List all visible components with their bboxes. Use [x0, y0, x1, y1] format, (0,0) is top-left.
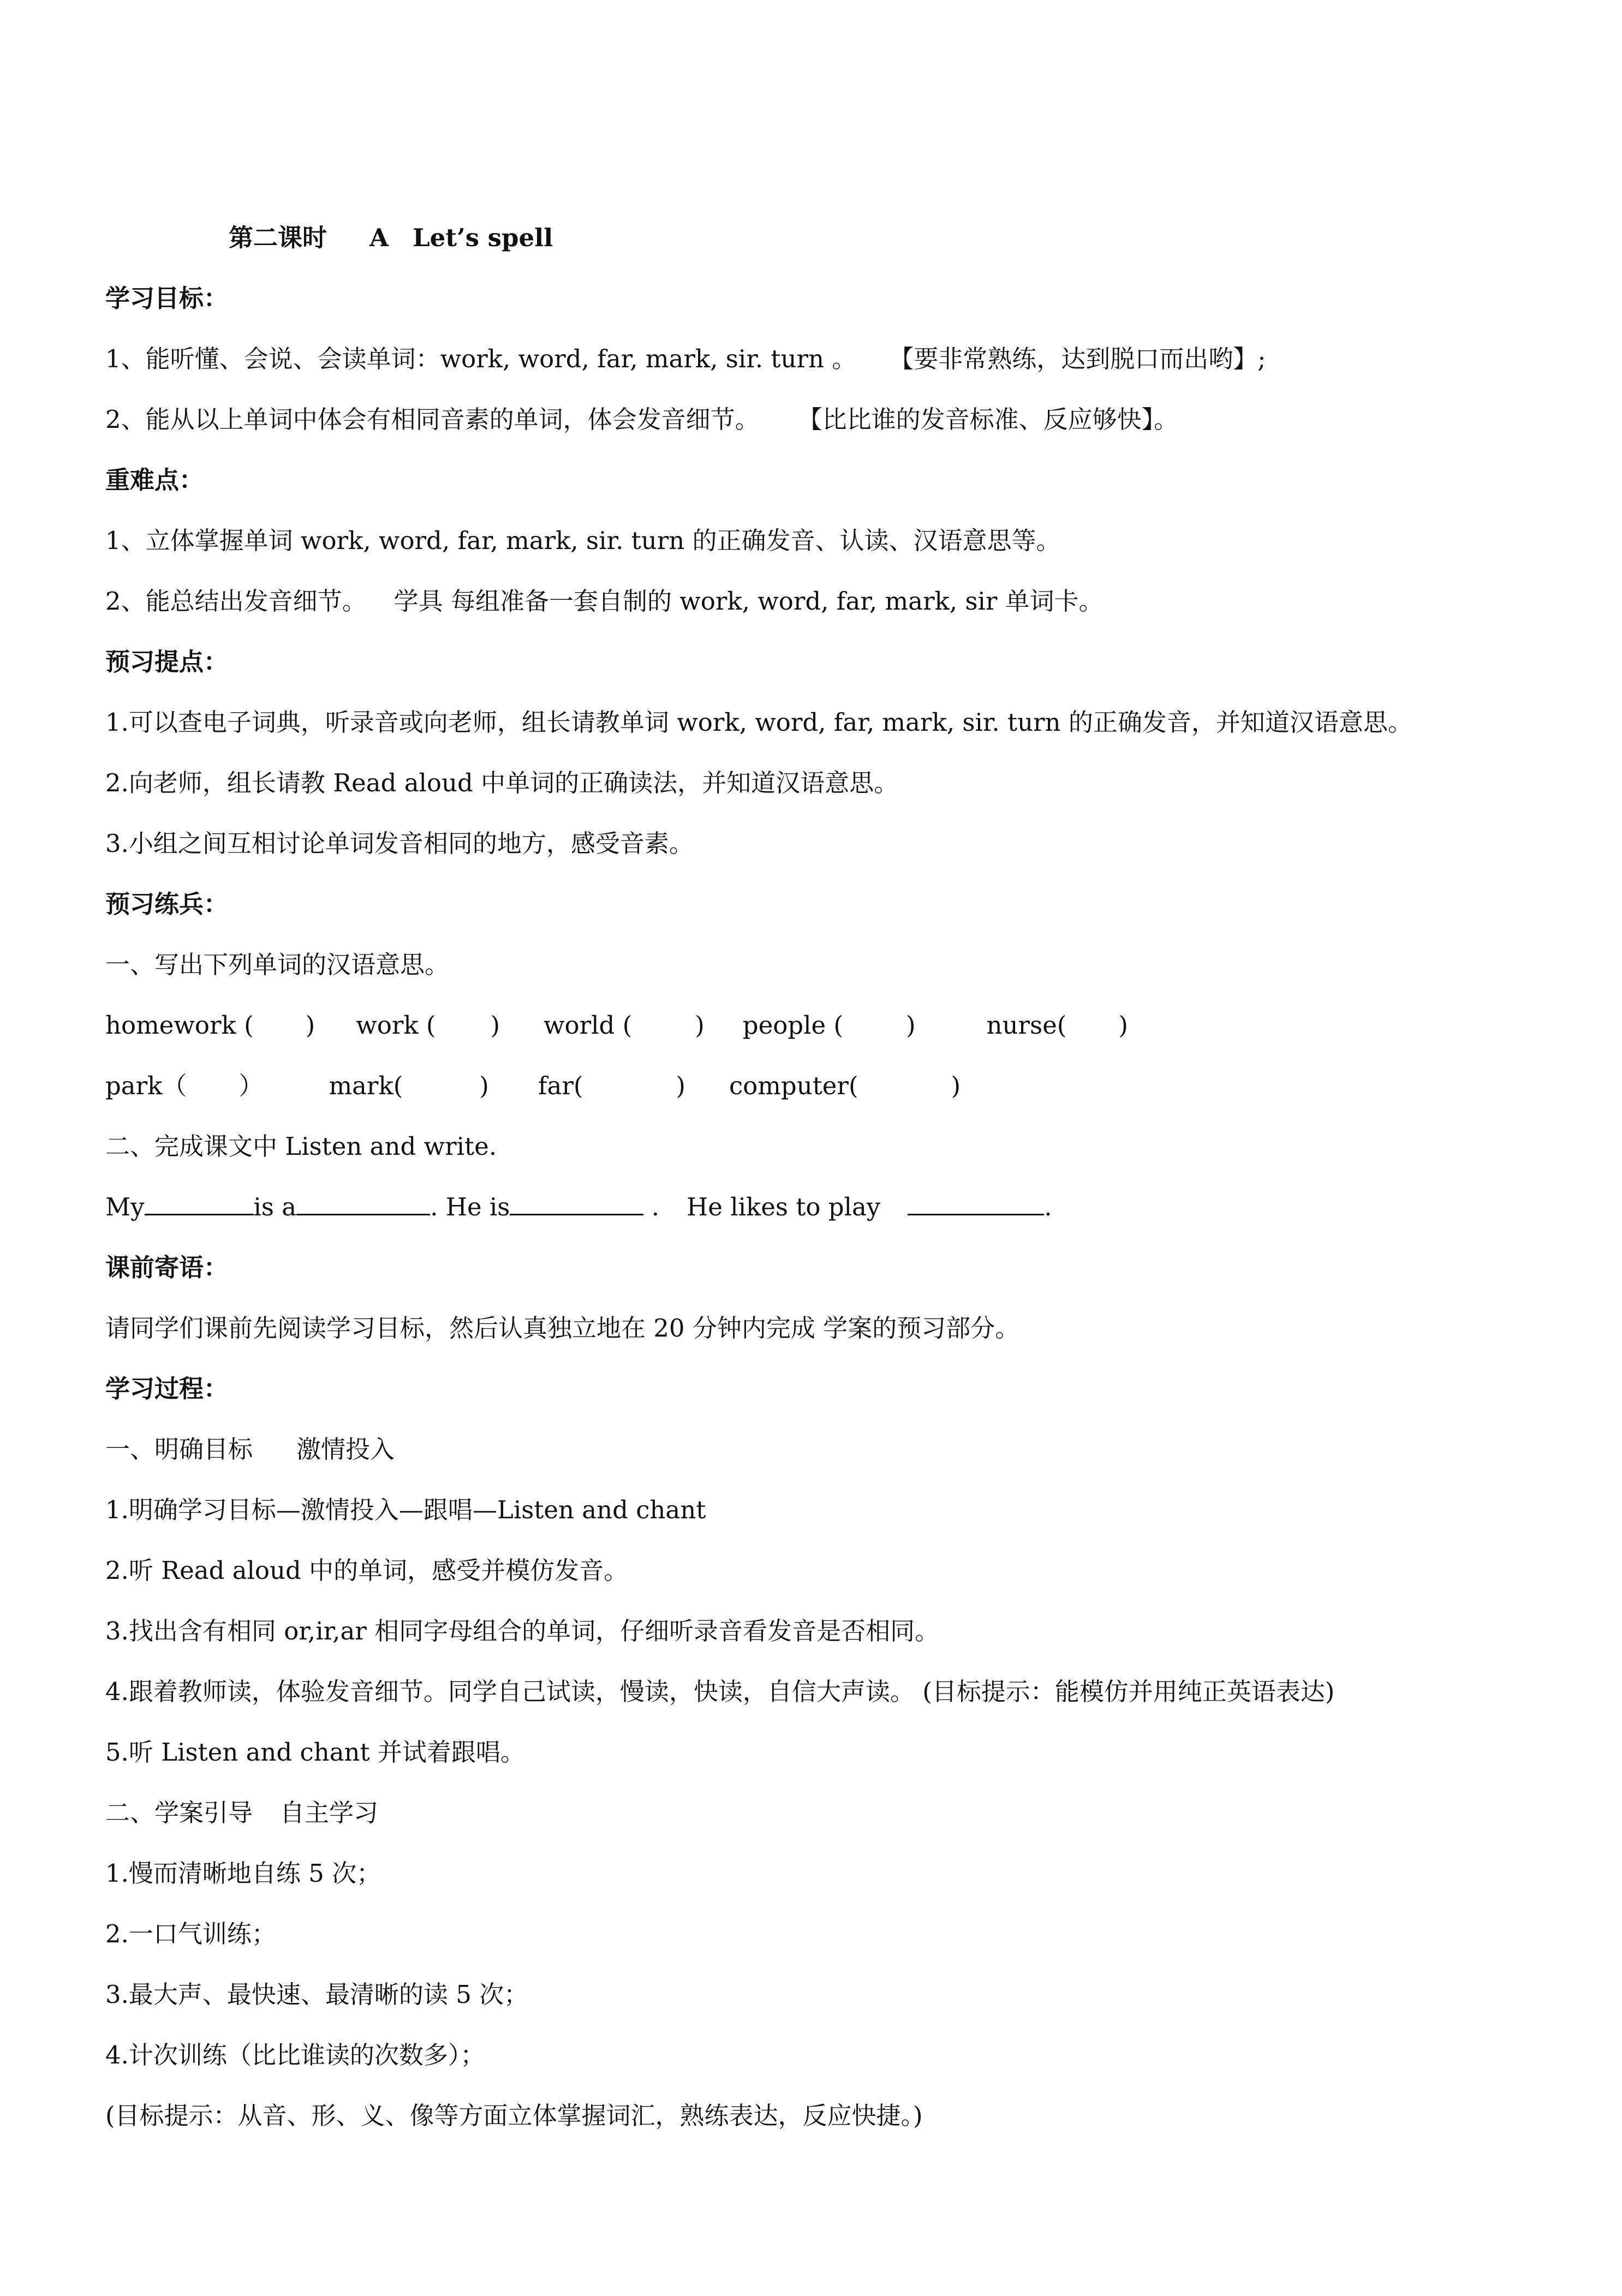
vocab-far-close: )	[676, 1071, 685, 1100]
process-step-1-3: 3.找出含有相同 or,ir,ar 相同字母组合的单词，仔细听录音看发音是否相同。	[105, 1617, 940, 1645]
vocab-nurse-close: )	[1118, 1011, 1128, 1040]
section2-subtitle: 自主学习	[280, 1798, 379, 1827]
vocab-park-close: ）	[238, 1071, 264, 1100]
goal-text-2: 2、能从以上单词中体会有相同音素的单词，体会发音细节。	[105, 405, 760, 434]
fill-blank-4[interactable]	[908, 1192, 1044, 1215]
goal-item-1	[105, 329, 1535, 389]
key-point-1: 1、立体掌握单词 work, word, far, mark, sir. turn 的正确发音、认读、汉语意思等。	[105, 526, 1061, 555]
title-topic: Let’s spell	[412, 223, 553, 252]
pre-class-text: 请同学们课前先阅读学习目标，然后认真独立地在 20 分钟内完成 学案的预习部分。	[105, 1314, 1020, 1343]
vocab-computer-open: computer(	[729, 1071, 858, 1100]
key-points-heading: 重难点：	[105, 466, 204, 494]
practice-part1-title: 一、写出下列单词的汉语意思。	[105, 950, 450, 979]
vocab-mark-open: mark(	[329, 1071, 403, 1100]
preview-tip-1: 1.可以查电子词典，听录音或向老师，组长请教单词 work, word, far, mark, sir. turn 的正确发音，并知道汉语意思。	[105, 708, 1412, 737]
vocab-park-open: park（	[105, 1071, 187, 1100]
goal-note-2: 【比比谁的发音标准、反应够快】。	[797, 405, 1179, 434]
key-point-2	[105, 571, 1535, 631]
fill-blank-2[interactable]	[296, 1192, 430, 1215]
section1-subtitle: 激情投入	[296, 1435, 395, 1464]
preview-tip-2: 2.向老师，组长请教 Read aloud 中单词的正确读法，并知道汉语意思。	[105, 768, 899, 797]
vocab-mark-close: )	[479, 1071, 489, 1100]
process-section1-title	[105, 1419, 1535, 1480]
pre-class-heading: 课前寄语：	[105, 1253, 229, 1282]
preview-practice-heading: 预习练兵：	[105, 890, 229, 919]
vocab-work-open: work (	[356, 1011, 436, 1040]
goals-heading: 学习目标：	[105, 284, 229, 313]
fill-text-period: .	[643, 1192, 660, 1221]
listen-write-fill	[105, 1177, 1535, 1237]
vocab-people-open: people (	[742, 1011, 843, 1040]
vocab-row-1	[105, 995, 1535, 1055]
process-step-1-2: 2.听 Read aloud 中的单词，感受并模仿发音。	[105, 1556, 629, 1585]
fill-blank-3[interactable]	[510, 1192, 643, 1215]
vocab-nurse-open: nurse(	[986, 1011, 1067, 1040]
title-lesson: 第二课时	[229, 223, 327, 252]
vocab-homework-open: homework (	[105, 1011, 254, 1040]
vocab-homework-close: )	[305, 1011, 315, 1040]
fill-text-is-a: is a	[253, 1192, 297, 1221]
preview-tip-3: 3.小组之间互相讨论单词发音相同的地方，感受音素。	[105, 829, 694, 858]
document-content	[105, 207, 1535, 2146]
vocab-people-close: )	[905, 1011, 916, 1040]
practice-part2-title: 二、完成课文中 Listen and write.	[105, 1132, 497, 1161]
process-heading: 学习过程：	[105, 1374, 229, 1403]
process-section2-title	[105, 1782, 1535, 1843]
title-part: A	[369, 223, 389, 252]
fill-blank-1[interactable]	[145, 1192, 254, 1215]
fill-text-likes: He likes to play	[687, 1192, 881, 1221]
process-step-1-5: 5.听 Listen and chant 并试着跟唱。	[105, 1738, 525, 1767]
fill-text-he-is: . He is	[430, 1192, 510, 1221]
process-step-1-4: 4.跟着教师读，体验发音细节。同学自己试读，慢读，快读，自信大声读。 (目标提示：能模仿并用纯正英语表达)	[105, 1677, 1335, 1706]
fill-text-end: .	[1044, 1192, 1052, 1221]
vocab-computer-close: )	[951, 1071, 961, 1100]
vocab-row-2	[105, 1055, 1535, 1116]
key-point-2-text: 2、能总结出发音细节。	[105, 587, 367, 616]
process-step-2-2: 2.一口气训练；	[105, 1919, 276, 1948]
process-step-2-3: 3.最大声、最快速、最清晰的读 5 次；	[105, 1980, 529, 2009]
preview-tips-heading: 预习提点：	[105, 647, 229, 676]
key-point-tools: 学具 每组准备一套自制的 work, word, far, mark, sir 单词卡。	[393, 587, 1104, 616]
vocab-world-close: )	[695, 1011, 705, 1040]
process-step-2-4: 4.计次训练（比比谁读的次数多）；	[105, 2041, 485, 2070]
vocab-far-open: far(	[538, 1071, 583, 1100]
vocab-world-open: world (	[544, 1011, 633, 1040]
process-step-2-1: 1.慢而清晰地自练 5 次；	[105, 1859, 381, 1888]
page-title	[105, 207, 1535, 268]
section2-title: 二、学案引导	[105, 1798, 253, 1827]
process-step-1-1: 1.明确学习目标—激情投入—跟唱—Listen and chant	[105, 1495, 706, 1524]
goal-note-1: 【要非常熟练，达到脱口而出哟】;	[889, 344, 1266, 373]
section1-title: 一、明确目标	[105, 1435, 253, 1464]
process-step-2-5: (目标提示：从音、形、义、像等方面立体掌握词汇，熟练表达，反应快捷。)	[105, 2101, 923, 2130]
vocab-work-close: )	[490, 1011, 500, 1040]
fill-text-my: My	[105, 1192, 145, 1221]
goal-item-2	[105, 389, 1535, 450]
goal-text-1: 1、能听懂、会说、会读单词：work, word, far, mark, sir. turn 。	[105, 344, 857, 373]
